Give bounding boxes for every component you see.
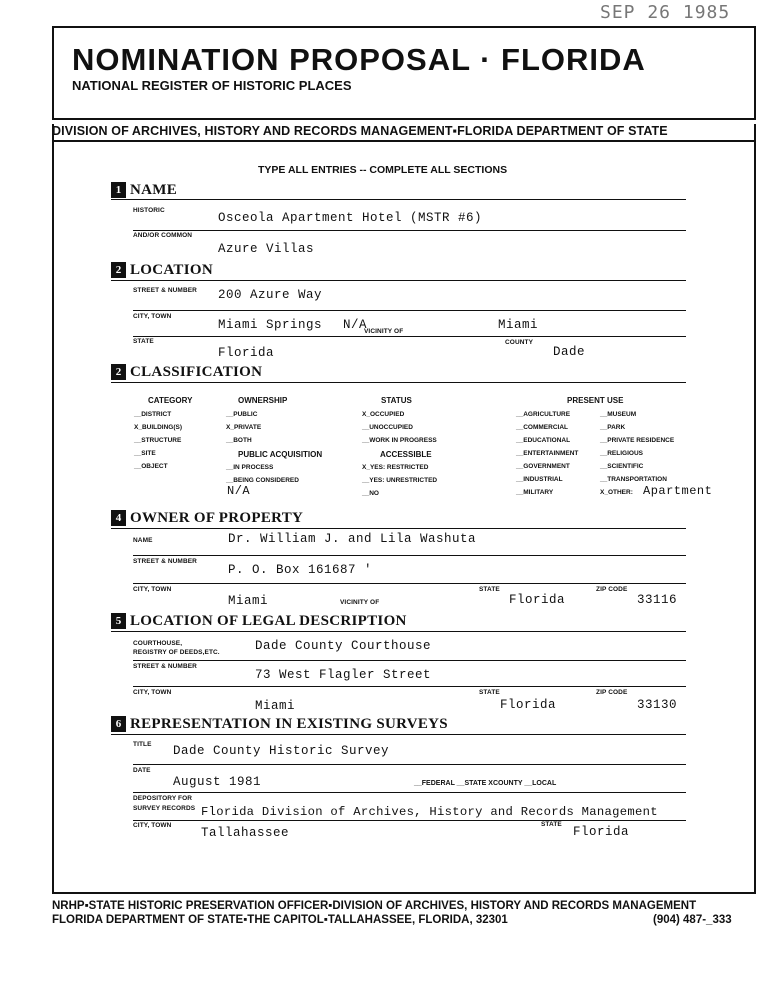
street-field[interactable]: 200 Azure Way [218, 288, 323, 302]
historic-label: HISTORIC [133, 207, 165, 214]
city-label: CITY, TOWN [133, 313, 172, 320]
accessible-checkbox[interactable]: __YES: UNRESTRICTED [362, 477, 438, 484]
courthouse-field[interactable]: Dade County Courthouse [255, 639, 432, 653]
survey-records-label: SURVEY RECORDS [133, 805, 196, 812]
category-heading: CATEGORY [148, 396, 193, 405]
rule [111, 199, 686, 200]
division-banner: DIVISION OF ARCHIVES, HISTORY AND RECORDS MANAGEMENT▪FLORIDA DEPARTMENT OF STATE [52, 124, 668, 138]
public-acquisition-heading: PUBLIC ACQUISITION [238, 450, 323, 459]
footer-line-2: FLORIDA DEPARTMENT OF STATE▪THE CAPITOL▪TALLAHASSEE, FLORIDA, 32301 [52, 914, 508, 926]
rule [133, 686, 686, 687]
public-acquisition-checkbox[interactable]: __IN PROCESS [226, 464, 274, 471]
other-use-field[interactable]: Apartment [643, 484, 713, 498]
owner-city-field[interactable]: Miami [228, 594, 269, 608]
section-surveys-header [111, 714, 448, 734]
use-checkbox[interactable]: __RELIGIOUS [600, 450, 643, 457]
use-checkbox[interactable]: __ENTERTAINMENT [516, 450, 579, 457]
legal-zip-field[interactable]: 33130 [637, 698, 678, 712]
survey-level-options[interactable]: __FEDERAL __STATE XCOUNTY __LOCAL [414, 780, 557, 787]
rule [133, 583, 686, 584]
survey-date-field[interactable]: August 1981 [173, 775, 262, 789]
public-acquisition-checkbox[interactable]: __BEING CONSIDERED [226, 477, 299, 484]
instructions: TYPE ALL ENTRIES -- COMPLETE ALL SECTIONS [258, 164, 508, 176]
form-title: NOMINATION PROPOSAL · FLORIDA [72, 42, 646, 77]
rule [133, 555, 686, 556]
owner-zip-label: ZIP CODE [596, 586, 628, 593]
rule [133, 792, 686, 793]
rule [111, 528, 686, 529]
legal-zip-label: ZIP CODE [596, 689, 628, 696]
survey-state-field[interactable]: Florida [573, 825, 630, 839]
ownership-checkbox[interactable]: X_PRIVATE [226, 424, 262, 431]
common-name-field[interactable]: Azure Villas [218, 242, 315, 256]
rule [133, 660, 686, 661]
section-number: 1 [111, 182, 126, 198]
owner-street-field[interactable]: P. O. Box 161687 ' [228, 563, 373, 577]
legal-state-field[interactable]: Florida [500, 698, 557, 712]
category-checkbox[interactable]: __SITE [134, 450, 156, 457]
street-label: STREET & NUMBER [133, 287, 197, 294]
owner-name-label: NAME [133, 537, 153, 544]
section-number: 4 [111, 510, 126, 526]
footer-line-1: NRHP▪STATE HISTORIC PRESERVATION OFFICER▪DIVISION OF ARCHIVES, HISTORY AND RECORDS MANAGEMENT [52, 900, 697, 912]
historic-name-field[interactable]: Osceola Apartment Hotel (MSTR #6) [218, 211, 483, 225]
ownership-heading: OWNERSHIP [238, 396, 288, 405]
use-checkbox[interactable]: __EDUCATIONAL [516, 437, 571, 444]
courthouse-label: COURTHOUSE, [133, 640, 183, 647]
accessible-checkbox[interactable]: X_YES: RESTRICTED [362, 464, 429, 471]
owner-state-label: STATE [479, 586, 500, 593]
section-number: 5 [111, 613, 126, 629]
owner-street-label: STREET & NUMBER [133, 558, 197, 565]
ownership-checkbox[interactable]: __PUBLIC [226, 411, 258, 418]
legal-street-field[interactable]: 73 West Flagler Street [255, 668, 432, 682]
section-number: 6 [111, 716, 126, 732]
category-checkbox[interactable]: __OBJECT [134, 463, 168, 470]
depository-field[interactable]: Florida Division of Archives, History and Records Management [201, 805, 658, 819]
section-number: 2 [111, 364, 126, 380]
section-title: CLASSIFICATION [130, 363, 263, 380]
rule [133, 764, 686, 765]
rule [133, 310, 686, 311]
county-field[interactable]: Dade [553, 345, 586, 359]
ownership-checkbox[interactable]: __BOTH [226, 437, 252, 444]
rule [111, 382, 686, 383]
section-location-header [111, 260, 213, 280]
section-title: LOCATION OF LEGAL DESCRIPTION [130, 612, 407, 629]
owner-city-label: CITY, TOWN [133, 586, 172, 593]
section-owner-header [111, 508, 303, 528]
category-checkbox[interactable]: X_BUILDING(S) [134, 424, 183, 431]
rule [111, 280, 686, 281]
present-use-heading: PRESENT USE [567, 396, 624, 405]
category-checkbox[interactable]: __STRUCTURE [134, 437, 182, 444]
use-checkbox[interactable]: __MILITARY [516, 489, 554, 496]
use-checkbox[interactable]: X_OTHER: [600, 489, 633, 496]
county-label: COUNTY [505, 339, 534, 346]
accessible-checkbox[interactable]: __NO [362, 490, 379, 497]
status-checkbox[interactable]: X_OCCUPIED [362, 411, 405, 418]
use-checkbox[interactable]: __MUSEUM [600, 411, 637, 418]
section-number: 2 [111, 262, 126, 278]
survey-title-label: TITLE [133, 741, 152, 748]
legal-city-label: CITY, TOWN [133, 689, 172, 696]
survey-state-label: STATE [541, 821, 562, 828]
status-heading: STATUS [381, 396, 412, 405]
owner-zip-field[interactable]: 33116 [637, 593, 678, 607]
vicinity-field[interactable]: Miami [498, 318, 539, 332]
section-title: OWNER OF PROPERTY [130, 509, 304, 526]
section-name-header [111, 180, 177, 200]
city-field[interactable]: Miami Springs [218, 318, 323, 332]
section-title: REPRESENTATION IN EXISTING SURVEYS [130, 715, 448, 732]
use-checkbox[interactable]: __COMMERCIAL [516, 424, 569, 431]
use-checkbox[interactable]: __INDUSTRIAL [516, 476, 563, 483]
category-checkbox[interactable]: __DISTRICT [134, 411, 172, 418]
owner-name-field[interactable]: Dr. William J. and Lila Washuta [228, 532, 477, 546]
state-label: STATE [133, 338, 154, 345]
received-date-stamp: SEP 26 1985 [600, 2, 731, 23]
legal-city-field[interactable]: Miami [255, 699, 296, 713]
use-checkbox[interactable]: __GOVERNMENT [516, 463, 570, 470]
section-legal-header [111, 611, 407, 631]
use-checkbox[interactable]: __PRIVATE RESIDENCE [600, 437, 675, 444]
section-title: NAME [130, 181, 178, 198]
header-box [52, 26, 756, 120]
section-title: LOCATION [130, 261, 213, 278]
legal-state-label: STATE [479, 689, 500, 696]
section-classification-header [111, 362, 262, 382]
state-field[interactable]: Florida [218, 346, 275, 360]
status-checkbox[interactable]: __WORK IN PROGRESS [362, 437, 437, 444]
legal-street-label: STREET & NUMBER [133, 663, 197, 670]
use-checkbox[interactable]: __AGRICULTURE [516, 411, 571, 418]
vicinity-label: VICINITY OF [364, 328, 404, 335]
depository-label: DEPOSITORY FOR [133, 795, 193, 802]
accessible-heading: ACCESSIBLE [380, 450, 432, 459]
form-subtitle: NATIONAL REGISTER OF HISTORIC PLACES [72, 78, 352, 93]
rule [111, 631, 686, 632]
survey-title-field[interactable]: Dade County Historic Survey [173, 744, 390, 758]
rule [111, 734, 686, 735]
survey-city-field[interactable]: Tallahassee [201, 826, 290, 840]
vicinity-mark: N/A [343, 318, 368, 332]
owner-state-field[interactable]: Florida [509, 593, 566, 607]
rule [133, 336, 686, 337]
status-checkbox[interactable]: __UNOCCUPIED [362, 424, 413, 431]
registry-label: REGISTRY OF DEEDS,ETC. [133, 649, 220, 656]
rule [133, 820, 686, 821]
public-acquisition-value[interactable]: N/A [227, 484, 251, 498]
footer-phone: (904) 487-_333 [653, 914, 732, 926]
common-name-label: AND/OR COMMON [133, 232, 193, 239]
use-checkbox[interactable]: __SCIENTIFIC [600, 463, 644, 470]
rule [133, 230, 686, 231]
owner-vicinity-label: VICINITY OF [340, 599, 380, 606]
survey-date-label: DATE [133, 767, 151, 774]
use-checkbox[interactable]: __PARK [600, 424, 626, 431]
survey-city-label: CITY, TOWN [133, 822, 172, 829]
use-checkbox[interactable]: __TRANSPORTATION [600, 476, 667, 483]
